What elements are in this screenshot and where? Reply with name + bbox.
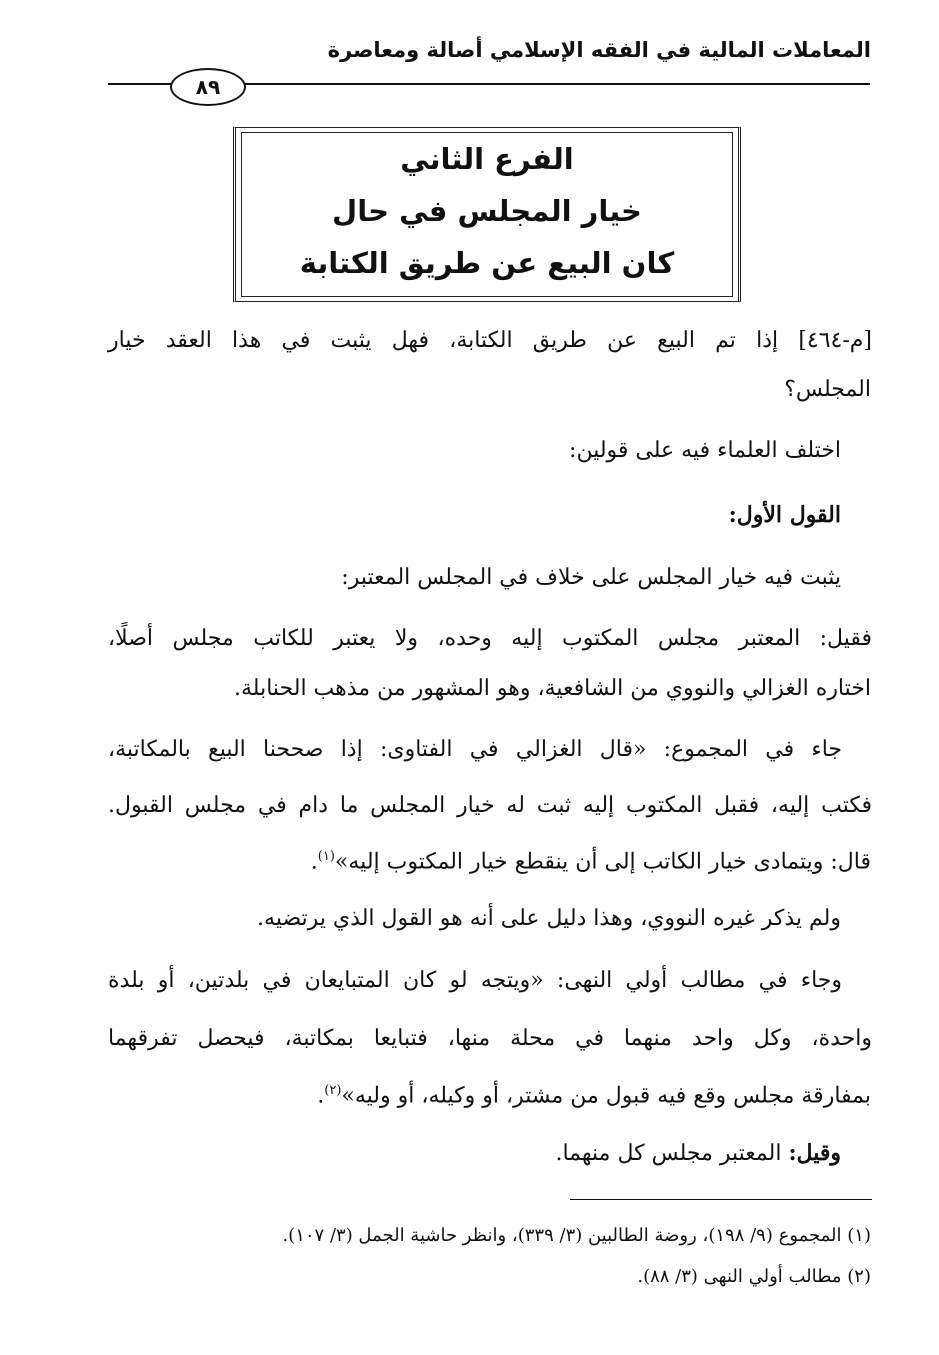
paragraph-2: اختلف العلماء فيه على قولين: xyxy=(569,438,841,463)
paragraph-5-end: . xyxy=(310,849,318,875)
footnote-1: (١) المجموع (٩/ ١٩٨)، روضة الطالبين (٣/ ٣٣٩)، وانظر حاشية الجمل (٣/ ١٠٧). xyxy=(282,1225,871,1246)
footnote-marker-1: (١) xyxy=(317,849,335,864)
header-rule-right xyxy=(240,83,870,85)
paragraph-7-line-3-text: بمفارقة مجلس وقع فيه قبول من مشتر، أو وكيله، أو وليه» xyxy=(341,1083,871,1109)
paragraph-8 xyxy=(555,1138,841,1169)
section-title-line-3: كان البيع عن طريق الكتابة xyxy=(299,246,675,280)
paragraph-4-line-1: فقيل: المعتبر مجلس المكتوب إليه وحده، ولا يعتبر للكاتب مجلس أصلًا، xyxy=(108,626,872,651)
running-header: المعاملات المالية في الفقه الإسلامي أصالة ومعاصرة xyxy=(327,38,871,62)
paragraph-7-line-2: واحدة، وكل واحد منهما في محلة منها، فتبايعا بمكاتبة، فيحصل تفرقهما xyxy=(108,1026,872,1051)
paragraph-1-line-1: [م-٤٦٤] إذا تم البيع عن طريق الكتابة، فهل يثبت في هذا العقد خيار xyxy=(108,328,872,353)
paragraph-8-lead: وقيل: xyxy=(788,1140,841,1166)
paragraph-3: يثبت فيه خيار المجلس على خلاف في المجلس المعتبر: xyxy=(341,565,841,590)
first-opinion-heading: القول الأول: xyxy=(728,502,841,528)
header-rule-left xyxy=(108,83,176,85)
footnote-separator xyxy=(570,1199,872,1200)
paragraph-5-line-3 xyxy=(311,842,871,877)
footnote-2: (٢) مطالب أولي النهى (٣/ ٨٨). xyxy=(637,1266,871,1287)
paragraph-5-line-1: جاء في المجموع: «قال الغزالي في الفتاوى: إذا صححنا البيع بالمكاتبة، xyxy=(108,737,842,762)
paragraph-5-line-3-text: قال: ويتمادى خيار الكاتب إلى أن ينقطع خيار المكتوب إليه» xyxy=(334,849,871,875)
page-number: ٨٩ xyxy=(170,68,246,106)
paragraph-4-line-2: اختاره الغزالي والنووي من الشافعية، وهو المشهور من مذهب الحنابلة. xyxy=(234,676,871,701)
paragraph-8-rest: المعتبر مجلس كل منهما. xyxy=(555,1141,789,1166)
section-title-line-1: الفرع الثاني xyxy=(400,142,574,176)
paragraph-7-end: . xyxy=(317,1083,325,1109)
paragraph-6: ولم يذكر غيره النووي، وهذا دليل على أنه هو القول الذي يرتضيه. xyxy=(257,906,841,931)
paragraph-5-line-2: فكتب إليه، فقبل المكتوب إليه ثبت له خيار المجلس ما دام في مجلس القبول. xyxy=(108,793,872,818)
paragraph-7-line-3 xyxy=(317,1076,871,1111)
footnote-marker-2: (٢) xyxy=(324,1083,342,1098)
paragraph-1-line-2: المجلس؟ xyxy=(784,377,871,402)
section-title-line-2: خيار المجلس في حال xyxy=(332,194,642,228)
section-title-box xyxy=(233,127,741,302)
paragraph-7-line-1: وجاء في مطالب أولي النهى: «ويتجه لو كان المتبايعان في بلدتين، أو بلدة xyxy=(108,968,842,993)
